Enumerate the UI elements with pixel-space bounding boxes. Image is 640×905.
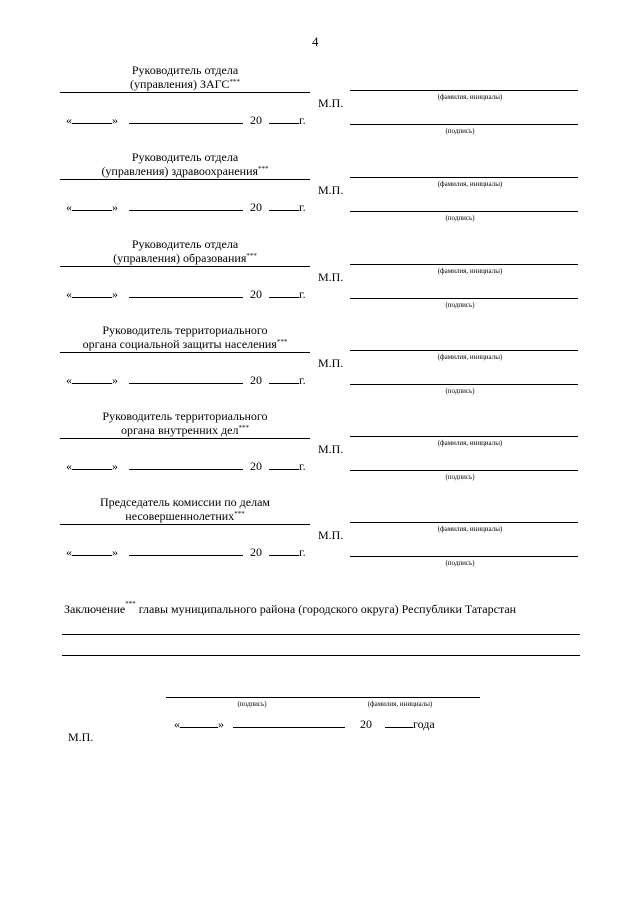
fio-caption: (фамилия, инициалы) — [437, 180, 503, 188]
date-row: « » 20 г. — [66, 200, 306, 214]
block-heading — [60, 409, 310, 437]
fio-line[interactable] — [350, 522, 578, 523]
conclusion-date: « » 20 года — [174, 717, 435, 731]
block-heading-line1: Руководитель отдела — [131, 150, 239, 164]
block-heading-line2: (управления) ЗАГС*** — [130, 77, 240, 91]
year-field[interactable] — [269, 544, 299, 556]
day-field[interactable] — [72, 286, 112, 298]
block-heading-line2: несовершеннолетних*** — [125, 509, 245, 523]
day-field[interactable] — [72, 112, 112, 124]
signature-line[interactable] — [350, 124, 578, 125]
block-heading-underline — [60, 438, 310, 439]
mp-label: М.П. — [318, 356, 344, 370]
month-field[interactable] — [129, 286, 243, 298]
date-row: « » 20 г. — [66, 545, 306, 559]
conclusion-year-field[interactable] — [385, 716, 413, 728]
day-field[interactable] — [72, 544, 112, 556]
block-heading-underline — [60, 266, 310, 267]
signature-line[interactable] — [350, 556, 578, 557]
signature-line[interactable] — [350, 298, 578, 299]
block-heading-underline — [60, 179, 310, 180]
block-heading-line1: Председатель комиссии по делам — [100, 495, 270, 509]
block-heading — [60, 150, 310, 178]
day-field[interactable] — [72, 372, 112, 384]
conclusion-sign-caption: (подпись) — [237, 700, 267, 708]
sign-caption: (подпись) — [445, 127, 475, 135]
block-heading-line1: Руководитель отдела — [131, 237, 239, 251]
year-field[interactable] — [269, 372, 299, 384]
block-heading-underline — [60, 524, 310, 525]
block-heading-line2: органа внутренних дел*** — [121, 423, 249, 437]
mp-label: М.П. — [318, 442, 344, 456]
month-field[interactable] — [129, 199, 243, 211]
month-field[interactable] — [129, 544, 243, 556]
block-heading-line1: Руководитель территориального — [102, 323, 268, 337]
sign-caption: (подпись) — [445, 387, 475, 395]
fio-caption: (фамилия, инициалы) — [437, 439, 503, 447]
day-field[interactable] — [72, 199, 112, 211]
year-field[interactable] — [269, 458, 299, 470]
page-number: 4 — [312, 34, 319, 49]
conclusion-line-1[interactable] — [62, 634, 580, 635]
block-heading — [60, 323, 310, 351]
conclusion-title: Заключение*** главы муниципального района (городского округа) Республики Татарстан — [64, 600, 517, 616]
mp-label: М.П. — [318, 270, 344, 284]
sign-caption: (подпись) — [445, 559, 475, 567]
conclusion-fio-caption: (фамилия, инициалы) — [367, 700, 433, 708]
date-row: « » 20 г. — [66, 459, 306, 473]
fio-line[interactable] — [350, 350, 578, 351]
block-heading — [60, 237, 310, 265]
signature-line[interactable] — [350, 384, 578, 385]
block-heading-underline — [60, 352, 310, 353]
block-heading-line2: органа социальной защиты населения*** — [82, 337, 288, 351]
sign-caption: (подпись) — [445, 214, 475, 222]
signature-line[interactable] — [350, 211, 578, 212]
year-field[interactable] — [269, 199, 299, 211]
date-row: « » 20 г. — [66, 113, 306, 127]
date-row: « » 20 г. — [66, 373, 306, 387]
fio-line[interactable] — [350, 264, 578, 265]
sign-caption: (подпись) — [445, 301, 475, 309]
month-field[interactable] — [129, 372, 243, 384]
conclusion-signature-line[interactable] — [166, 697, 480, 698]
conclusion-line-2[interactable] — [62, 655, 580, 656]
fio-caption: (фамилия, инициалы) — [437, 93, 503, 101]
sign-caption: (подпись) — [445, 473, 475, 481]
block-heading — [60, 495, 310, 523]
date-row: « » 20 г. — [66, 287, 306, 301]
fio-caption: (фамилия, инициалы) — [437, 525, 503, 533]
mp-label: М.П. — [318, 528, 344, 542]
year-field[interactable] — [269, 112, 299, 124]
mp-label: М.П. — [318, 183, 344, 197]
block-heading-line2: (управления) образования*** — [113, 251, 257, 265]
fio-line[interactable] — [350, 436, 578, 437]
month-field[interactable] — [129, 458, 243, 470]
fio-line[interactable] — [350, 177, 578, 178]
day-field[interactable] — [72, 458, 112, 470]
block-heading — [60, 63, 310, 91]
conclusion-day-field[interactable] — [180, 716, 218, 728]
signature-line[interactable] — [350, 470, 578, 471]
block-heading-line1: Руководитель отдела — [131, 63, 239, 77]
block-heading-line2: (управления) здравоохранения*** — [101, 164, 269, 178]
month-field[interactable] — [129, 112, 243, 124]
conclusion-month-field[interactable] — [233, 716, 345, 728]
block-heading-line1: Руководитель территориального — [102, 409, 268, 423]
conclusion-mp-label: М.П. — [68, 730, 94, 744]
fio-caption: (фамилия, инициалы) — [437, 267, 503, 275]
year-field[interactable] — [269, 286, 299, 298]
mp-label: М.П. — [318, 96, 344, 110]
fio-line[interactable] — [350, 90, 578, 91]
block-heading-underline — [60, 92, 310, 93]
fio-caption: (фамилия, инициалы) — [437, 353, 503, 361]
